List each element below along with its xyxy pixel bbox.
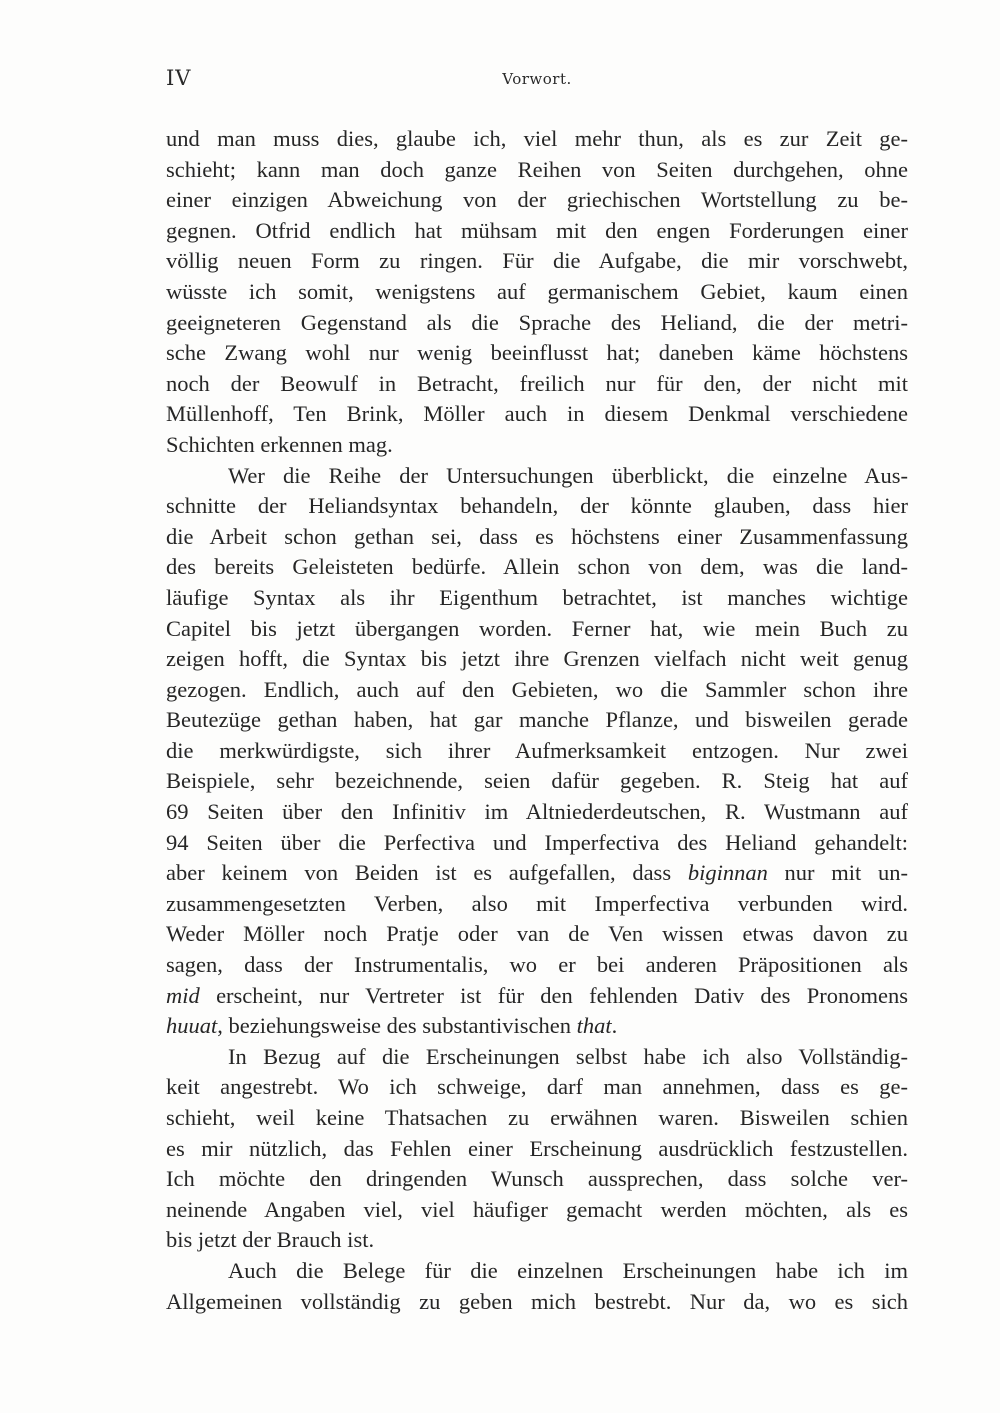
paragraph-3 bbox=[166, 1042, 908, 1256]
text-line: 69 Seiten über den Infinitiv im Altniederdeutschen, R. Wustmann auf bbox=[166, 799, 908, 825]
text-line-with-italic bbox=[166, 1011, 908, 1042]
text-run: . bbox=[611, 1013, 618, 1039]
paragraph-1 bbox=[166, 124, 908, 461]
text-line: Ich möchte den dringenden Wunsch aussprechen, dass solche ver- bbox=[166, 1166, 908, 1192]
text-line: bis jetzt der Brauch ist. bbox=[166, 1227, 375, 1253]
text-line: schieht, weil keine Thatsachen zu erwähnen waren. Bisweilen schien bbox=[166, 1105, 908, 1130]
italic-term: that bbox=[576, 1013, 612, 1039]
text-run: nur mit un- bbox=[767, 860, 908, 886]
text-line: schnitte der Heliandsyntax behandeln, der könnte glauben, dass hier bbox=[166, 493, 908, 519]
text-line: einer einzigen Abweichung von der griechischen Wortstellung zu be- bbox=[166, 187, 908, 213]
body-text bbox=[166, 124, 908, 1317]
text-line: sagen, dass der Instrumentalis, wo er bei anderen Präpositionen als bbox=[166, 952, 908, 978]
italic-term: mid bbox=[166, 982, 200, 1008]
text-line: Wer die Reihe der Untersuchungen überblickt, die einzelne Aus- bbox=[228, 462, 908, 488]
text-line: läufige Syntax als ihr Eigenthum betrachtet, ist manches wichtige bbox=[166, 584, 908, 610]
text-run: aber keinem von Beiden ist es aufgefallen, dass bbox=[166, 860, 688, 886]
text-line: und man muss dies, glaube ich, viel mehr thun, als es zur Zeit ge- bbox=[166, 126, 908, 151]
text-run: , beziehungsweise des substantivischen bbox=[217, 1013, 577, 1039]
text-line-with-italic bbox=[166, 981, 908, 1012]
italic-term: huuat bbox=[166, 1013, 218, 1039]
text-line: die Arbeit schon gethan sei, dass es höchstens einer Zusammenfassung bbox=[166, 523, 908, 549]
page-number: IV bbox=[166, 66, 192, 90]
text-run: erscheint, nur Vertreter ist für den fehlenden Dativ des Pronomens bbox=[199, 982, 908, 1008]
italic-term: biginnan bbox=[687, 860, 768, 886]
text-line: sche Zwang wohl nur wenig beeinflusst hat; daneben käme höchstens bbox=[166, 340, 908, 366]
text-line: neinende Angaben viel, viel häufiger gemacht werden möchten, als es bbox=[166, 1196, 908, 1222]
text-line-with-italic bbox=[166, 858, 908, 889]
text-line: schieht; kann man doch ganze Reihen von Seiten durchgehen, ohne bbox=[166, 156, 908, 182]
running-title: Vorwort. bbox=[502, 70, 572, 88]
paragraph-4 bbox=[166, 1256, 908, 1317]
text-line: Capitel bis jetzt übergangen worden. Ferner hat, wie mein Buch zu bbox=[166, 615, 908, 641]
text-line: 94 Seiten über die Perfectiva und Imperfectiva des Heliand gehandelt: bbox=[166, 829, 908, 855]
text-line: Schichten erkennen mag. bbox=[166, 431, 393, 457]
text-line: die merkwürdigste, sich ihrer Aufmerksamkeit entzogen. Nur zwei bbox=[166, 737, 908, 763]
text-line: wüsste ich somit, wenigstens auf germanischem Gebiet, kaum einen bbox=[166, 278, 908, 304]
text-line: Auch die Belege für die einzelnen Erscheinungen habe ich im bbox=[228, 1257, 908, 1283]
paragraph-2 bbox=[166, 461, 908, 1042]
text-line: zeigen hofft, die Syntax bis jetzt ihre Grenzen vielfach nicht weit genug bbox=[166, 646, 908, 672]
text-line: Beispiele, sehr bezeichnende, seien dafür gegeben. R. Steig hat auf bbox=[166, 768, 908, 794]
page-header bbox=[166, 66, 908, 96]
text-line: zusammengesetzten Verben, also mit Imperfectiva verbunden wird. bbox=[166, 890, 908, 916]
text-line: es mir nützlich, das Fehlen einer Erscheinung ausdrücklich festzustellen. bbox=[166, 1135, 908, 1161]
text-line: Müllenhoff, Ten Brink, Möller auch in diesem Denkmal verschiedene bbox=[166, 401, 908, 427]
text-line: des bereits Geleisteten bedürfe. Allein schon von dem, was die land- bbox=[166, 554, 908, 580]
text-line: noch der Beowulf in Betracht, freilich nur für den, der nicht mit bbox=[166, 370, 908, 396]
text-line: keit angestrebt. Wo ich schweige, darf man annehmen, dass es ge- bbox=[166, 1074, 908, 1100]
text-line: völlig neuen Form zu ringen. Für die Aufgabe, die mir vorschwebt, bbox=[166, 248, 908, 274]
text-line: geeigneteren Gegenstand als die Sprache des Heliand, die der metri- bbox=[166, 309, 908, 335]
text-line: gegnen. Otfrid endlich hat mühsam mit den engen Forderungen einer bbox=[166, 217, 908, 243]
text-line: gezogen. Endlich, auch auf den Gebieten, wo die Sammler schon ihre bbox=[166, 676, 908, 702]
text-line: Allgemeinen vollständig zu geben mich bestrebt. Nur da, wo es sich bbox=[166, 1288, 908, 1314]
text-line: In Bezug auf die Erscheinungen selbst habe ich also Vollständig- bbox=[228, 1043, 908, 1069]
text-line: Weder Möller noch Pratje oder van de Ven wissen etwas davon zu bbox=[166, 921, 908, 947]
text-line: Beutezüge gethan haben, hat gar manche Pflanze, und bisweilen gerade bbox=[166, 707, 908, 733]
